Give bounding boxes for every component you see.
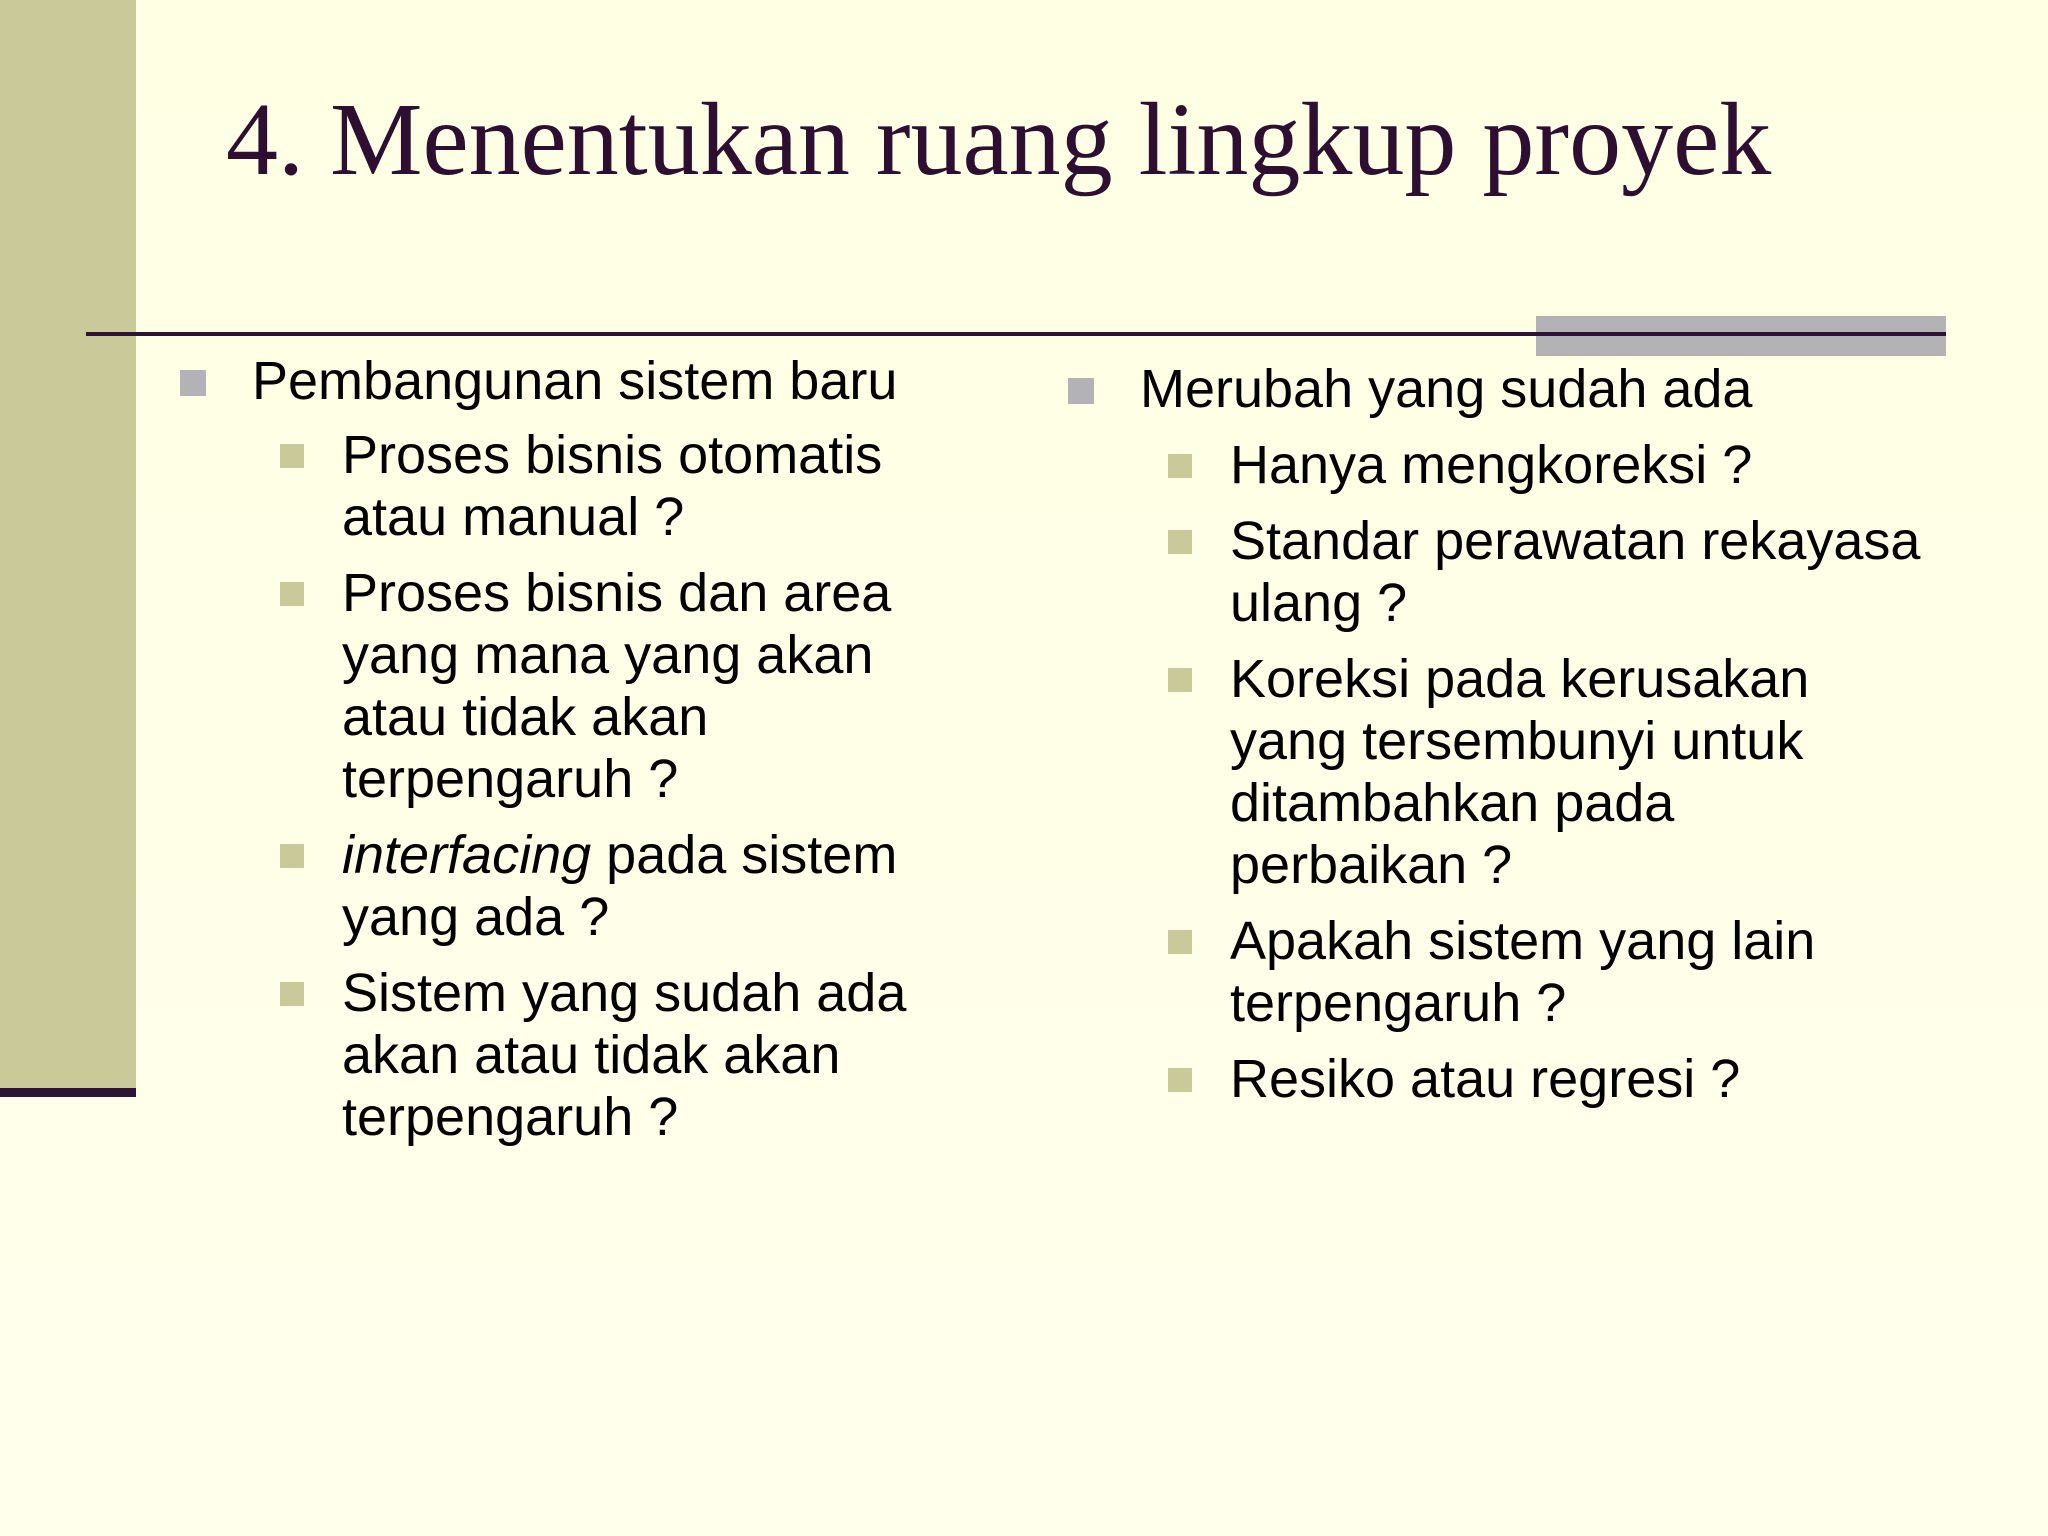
list-item-text: Resiko atau regresi ? xyxy=(1230,1049,1741,1109)
square-bullet-icon xyxy=(1168,530,1192,554)
list-item-text: Hanya mengkoreksi ? xyxy=(1230,435,1753,495)
list-item-level1 xyxy=(176,350,956,412)
italic-term: interfacing xyxy=(342,825,592,885)
list-item xyxy=(1168,1048,1924,1110)
list-item xyxy=(280,424,956,548)
square-bullet-icon xyxy=(280,982,304,1006)
square-bullet-icon xyxy=(280,444,304,468)
list-item xyxy=(1168,910,1924,1034)
slide-title: 4. Menentukan ruang lingkup proyek xyxy=(226,82,1772,197)
left-sublist xyxy=(280,424,956,1148)
square-bullet-icon xyxy=(1168,930,1192,954)
list-item xyxy=(1168,510,1924,634)
list-item xyxy=(280,962,956,1148)
list-item-level1 xyxy=(1064,358,1924,420)
list-item-text xyxy=(342,824,956,948)
list-item xyxy=(280,562,956,810)
square-bullet-icon xyxy=(1068,378,1094,404)
left-column-heading: Pembangunan sistem baru xyxy=(252,351,898,411)
square-bullet-icon xyxy=(280,582,304,606)
square-bullet-icon xyxy=(1168,668,1192,692)
right-column xyxy=(1064,358,1924,1124)
square-bullet-icon xyxy=(1168,1068,1192,1092)
left-sidebar-decoration xyxy=(0,0,136,1088)
list-item-text: Koreksi pada kerusakan yang tersembunyi untuk ditambahkan pada perbaikan ? xyxy=(1230,649,1810,895)
list-item-text-rest: pada sistem yang ada ? xyxy=(342,825,898,947)
list-item-text: Proses bisnis otomatis atau manual ? xyxy=(342,425,883,547)
square-bullet-icon xyxy=(180,370,206,396)
square-bullet-icon xyxy=(1168,454,1192,478)
list-item xyxy=(280,824,956,948)
list-item-text: Standar perawatan rekayasa ulang ? xyxy=(1230,511,1921,633)
list-item-text: Proses bisnis dan area yang mana yang akan atau tidak akan terpengaruh ? xyxy=(342,563,892,809)
right-sublist xyxy=(1168,434,1924,1110)
list-item-text: Sistem yang sudah ada akan atau tidak akan terpengaruh ? xyxy=(342,963,907,1147)
right-column-heading: Merubah yang sudah ada xyxy=(1140,359,1753,419)
list-item-text: Apakah sistem yang lain terpengaruh ? xyxy=(1230,911,1816,1033)
left-column xyxy=(176,350,956,1162)
list-item xyxy=(1168,648,1924,896)
list-item xyxy=(1168,434,1924,496)
title-divider-accent xyxy=(1536,316,1946,356)
left-sidebar-underline xyxy=(0,1088,136,1097)
title-divider-accent-line xyxy=(1536,332,1946,336)
square-bullet-icon xyxy=(280,844,304,868)
